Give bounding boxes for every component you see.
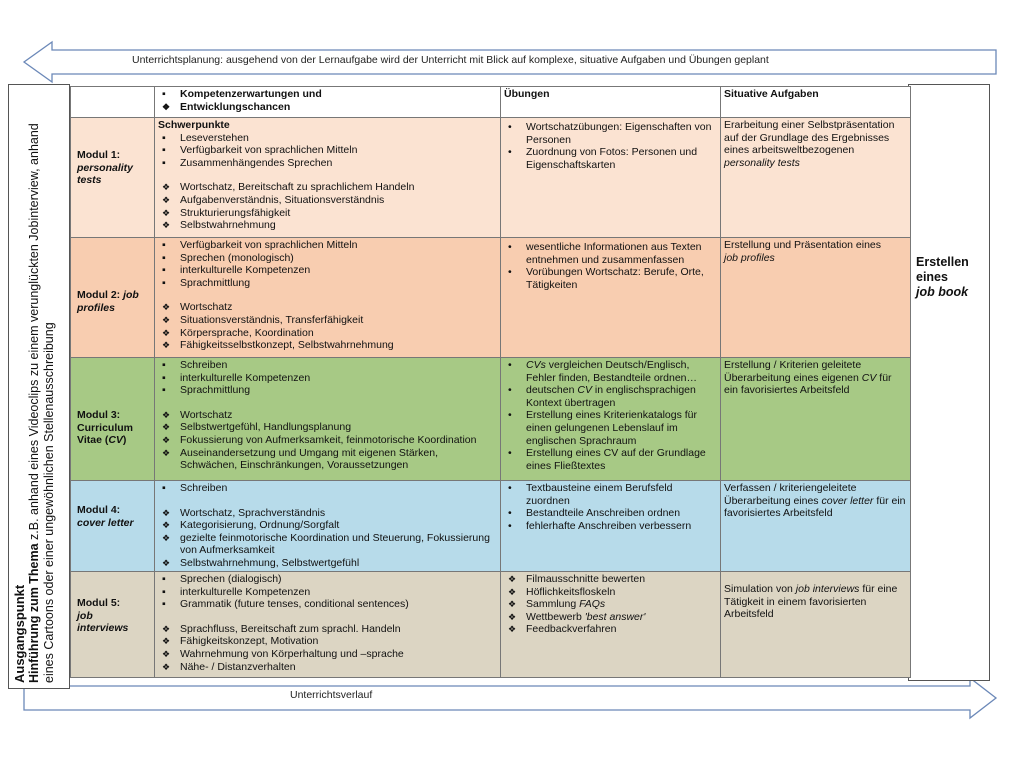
- ausgangspunkt-panel: [8, 84, 70, 689]
- bottom-arrow-shape: [24, 678, 996, 718]
- modul-4-kompetenzen: ▪ Schreiben ❖ Wortschatz, Sprachverständnis ❖ Kategorisierung, Ordnung/Sorgfalt ❖ gezielte feinmotorische Koordination und Steuerung, Fokussierung von Aufmerksamkeit ❖ Selbstwahrnehmung, Selbstwertgefühl: [155, 481, 501, 572]
- modul-3-uebungen: • CVs vergleichen Deutsch/Englisch, Fehler finden, Bestandteile ordnen… • deutschen CV in englischsprachigen Kontext übertragen • Erstellung eines Kriterienkatalogs für einen gelungenen Lebenslauf im englischen Sprachraum • Erstellung eines CV auf der Grundlage eines Fließtextes: [501, 358, 721, 481]
- modul-5-kompetenzen: ▪ Sprechen (dialogisch) ▪ interkulturelle Kompetenzen ▪ Grammatik (future tenses, conditional sentences) ❖ Sprachfluss, Bereitschaft zum sprachl. Handeln ❖ Fähigkeitskonzept, Motivation ❖ Wahrnehmung von Körperhaltung und –sprache ❖ Nähe- / Distanzverhalten: [155, 572, 501, 678]
- modul-1-uebungen: • Wortschatzübungen: Eigenschaften von Personen • Zuordnung von Fotos: Personen und Eigenschaftskarten: [501, 118, 721, 238]
- modul-3-label: Modul 3: Curriculum Vitae (CV): [71, 358, 155, 481]
- top-arrow-label: Unterrichtsplanung: ausgehend von der Lernaufgabe wird der Unterricht mit Blick auf komplexe, situative Aufgaben und Übungen geplant: [132, 54, 769, 66]
- modul-3-aufgabe: Erstellung / Kriterien geleitete Überarbeitung eines eigenen CV für ein favorisiertes Arbeitsfeld: [721, 358, 911, 481]
- header-situative-aufgaben: Situative Aufgaben: [721, 87, 911, 118]
- ausgangspunkt-text: [12, 89, 57, 683]
- header-uebungen: Übungen: [501, 87, 721, 118]
- module-table: [70, 86, 911, 678]
- modul-4-label: Modul 4: cover letter: [71, 481, 155, 572]
- modul-2-label: Modul 2: job profiles: [71, 238, 155, 358]
- modul-1-aufgabe: Erarbeitung einer Selbstpräsentation auf der Grundlage des Ergebnisses eines arbeitsweltbezogenen personality tests: [721, 118, 911, 238]
- modul-2-kompetenzen: ▪ Verfügbarkeit von sprachlichen Mitteln ▪ Sprechen (monologisch) ▪ interkulturelle Kompetenzen ▪ Sprachmittlung ❖ Wortschatz ❖ Situationsverständnis, Transferfähigkeit ❖ Körpersprache, Koordination ❖ Fähigkeitsselbstkonzept, Selbstwahrnehmung: [155, 238, 501, 358]
- modul-4-aufgabe: Verfassen / kriteriengeleitete Überarbeitung eines cover letter für ein favorisiertes Arbeitsfeld: [721, 481, 911, 572]
- table-header-row: [71, 87, 911, 118]
- hinfuehrung-line: Hinführung zum Thema z.B. anhand eines Videoclips zu einem verunglückten Jobinterview, anhand: [27, 123, 41, 683]
- table-row-modul-2: [71, 238, 911, 358]
- job-book-text: Erstellen eines job book: [916, 255, 969, 299]
- modul-5-aufgabe: Simulation von job interviews für eine Tätigkeit in einem favorisierten Arbeitsfeld: [721, 572, 911, 678]
- modul-2-uebungen: • wesentliche Informationen aus Texten entnehmen und zusammenfassen • Vorübungen Wortschatz: Berufe, Orte, Tätigkeiten: [501, 238, 721, 358]
- table-row-modul-5: [71, 572, 911, 678]
- table-row-modul-4: [71, 481, 911, 572]
- modul-3-kompetenzen: ▪ Schreiben ▪ interkulturelle Kompetenzen ▪ Sprachmittlung ❖ Wortschatz ❖ Selbstwertgefühl, Handlungsplanung ❖ Fokussierung von Aufmerksamkeit, feinmotorische Koordination ❖ Auseinandersetzung und Umgang mit eigenen Stärken, Schwächen, Einschränkungen, Voraussetzungen: [155, 358, 501, 481]
- modul-5-uebungen: ❖ Filmausschnitte bewerten ❖ Höflichkeitsfloskeln ❖ Sammlung FAQs ❖ Wettbewerb 'best answer' ❖ Feedbackverfahren: [501, 572, 721, 678]
- ausgangspunkt-heading: Ausgangspunkt: [12, 584, 27, 683]
- table-row-modul-1: [71, 118, 911, 238]
- modul-2-aufgabe: Erstellung und Präsentation eines job profiles: [721, 238, 911, 358]
- modul-1-label: Modul 1: personality tests: [71, 118, 155, 238]
- modul-5-label: Modul 5: job interviews: [71, 572, 155, 678]
- modul-4-uebungen: • Textbausteine einem Berufsfeld zuordnen • Bestandteile Anschreiben ordnen • fehlerhafte Anschreiben verbessern: [501, 481, 721, 572]
- job-book-panel: [908, 84, 990, 681]
- header-empty-cell: [71, 87, 155, 118]
- bottom-arrow-label: Unterrichtsverlauf: [290, 689, 373, 701]
- header-kompetenzen: ▪ Kompetenzerwartungen und ❖ Entwicklungschancen: [155, 87, 501, 118]
- modul-1-kompetenzen: Schwerpunkte ▪ Leseverstehen ▪ Verfügbarkeit von sprachlichen Mitteln ▪ Zusammenhängendes Sprechen ❖ Wortschatz, Bereitschaft zu sprachlichem Handeln ❖ Aufgabenverständnis, Situationsverständnis ❖ Strukturierungsfähigkeit ❖ Selbstwahrnehmung: [155, 118, 501, 238]
- hinfuehrung-line-2: eines Cartoons oder einer ungewöhnlichen Stellenausschreibung: [42, 322, 56, 683]
- table-row-modul-3: [71, 358, 911, 481]
